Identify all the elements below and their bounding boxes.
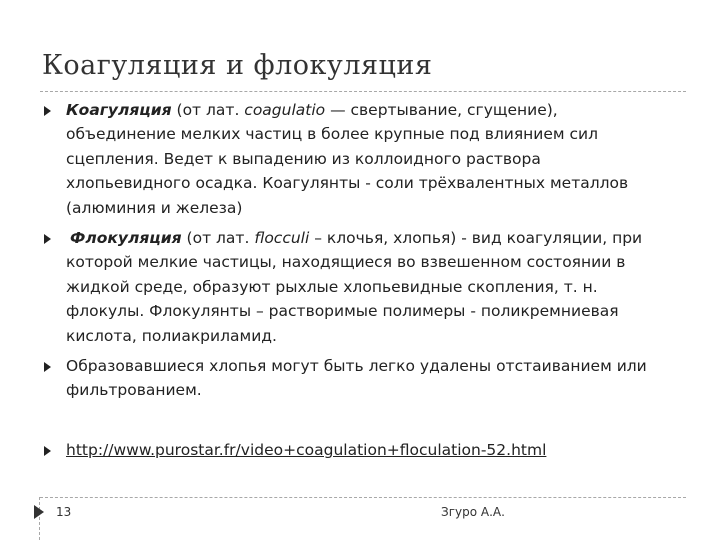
list-item-flocculation — [44, 226, 664, 348]
item-text: — свертывание, сгущение), объединение мелких частиц в более крупные под влиянием сил сцепления. Ведет к выпадению из коллоидного раствора хлопьевидного осадка. Коагулянты - соли трёхвалентных металлов (алюминия и железа) — [66, 101, 629, 217]
triangle-bullet-icon — [44, 106, 51, 116]
latin-word: flocculi — [254, 229, 310, 248]
latin-prefix: (от лат. — [171, 101, 245, 119]
latin-word: coagulatio — [244, 101, 326, 119]
term-flocculation: Флокуляция — [70, 229, 182, 248]
triangle-bullet-icon — [44, 446, 51, 456]
triangle-bullet-icon — [44, 234, 51, 244]
triangle-bullet-icon — [44, 362, 51, 372]
slide-title: Коагуляция и флокуляция — [42, 50, 433, 81]
page-number: 13 — [56, 505, 72, 519]
bullet-list — [44, 98, 664, 462]
title-divider — [40, 91, 686, 92]
source-link[interactable]: http://www.purostar.fr/video+coagulation+floculation-52.html — [66, 440, 547, 459]
item-text: Образовавшиеся хлопья могут быть легко удалены отстаиванием или фильтрованием. — [66, 357, 647, 400]
term-coagulation: Коагуляция — [66, 101, 172, 119]
latin-prefix: (от лат. — [181, 229, 255, 248]
list-item-link — [44, 438, 664, 462]
item-text: – клочья, хлопья) - вид коагуляции, при которой мелкие частицы, находящиеся во взвешенном состоянии в жидкой среде, образуют рыхлые хлопьевидные скопления, т. н. флокулы. Флокулянты – растворимые полимеры - поликремниевая кислота, полиакриламид. — [66, 229, 643, 345]
author-name: Згуро А.А. — [441, 505, 505, 519]
footer-triangle-icon — [34, 505, 44, 519]
list-item-coagulation — [44, 98, 664, 220]
footer-divider — [40, 497, 686, 498]
list-item-removal — [44, 354, 664, 403]
